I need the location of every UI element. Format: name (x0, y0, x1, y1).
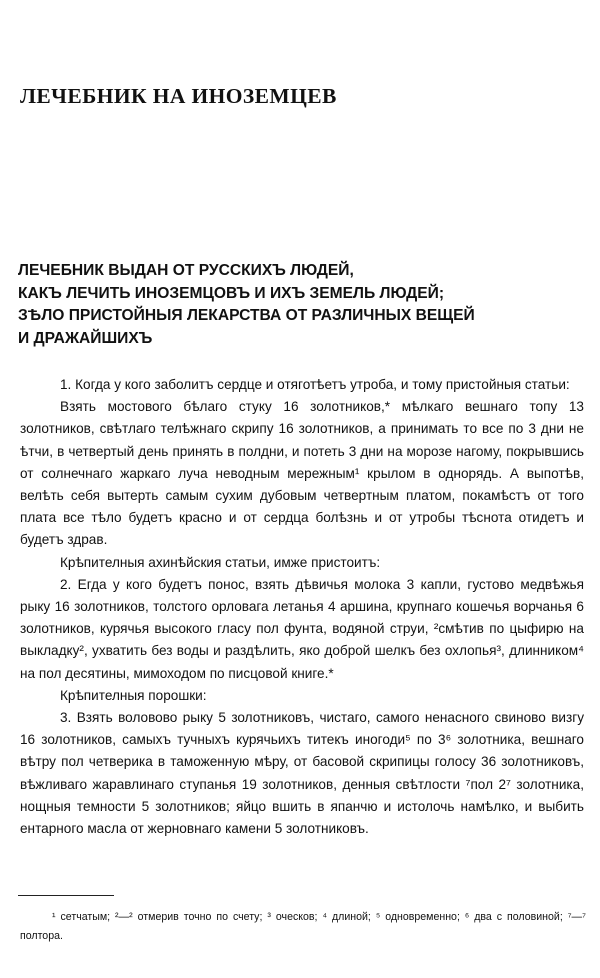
paragraph-subheading-1: Крѣпителныя ахинѣйския статьи, имже пристоитъ: (60, 554, 381, 570)
subtitle-line: И ДРАЖАЙШИХЪ (18, 329, 153, 347)
paragraph-recipe-1: Взять мостового бѣлаго стуку 16 золотников,* мѣлкаго вешнаго топу 13 золотников, свѣтлаго телѣжнаго скрипу 16 золотников, а принимать то все по 3 дни не ѣтчи, в четвертый день принять в полдни, и потеть 3 дни на морозе нагому, покрывшись от солнечнаго жаркаго луча неводным мережным¹ крылом в однорядь. А выпотѣв, велѣть себя вытерть самым сухим дубовым четвертным платом, покамѣстъ от того плата все тѣло будетъ красно и от сердца болѣзнь и от утробы тѣснота отидетъ и будетъ здрав. (20, 399, 584, 548)
body-text (20, 374, 584, 840)
paragraph-recipe-1-heading: 1. Когда у кого заболитъ сердце и отяготѣетъ утроба, и тому пристойныя статьи: (60, 377, 570, 392)
section-subtitle (18, 260, 588, 350)
paragraph-subheading-2: Крѣпителныя порошки: (60, 687, 207, 703)
footnote-text: ¹ сетчатым; ²—² отмерив точно по счету; ³ оческов; ⁴ длиной; ⁵ одновременно; ⁶ два с половиной; ⁷—⁷ полтора. (20, 911, 586, 942)
footnotes (20, 908, 586, 946)
paragraph-recipe-2: 2. Егда у кого будетъ понос, взять дѣвичья молока 3 капли, густово медвѣжья рыку 16 золотников, толстого орловага летанья 4 аршина, крупнаго кошечья ворчанья 6 золотников, курячья высокого гласу пол фунта, водяной струи, ²смѣтив по цыфирю на выкладку², ухватить без воды и раздѣлить, яко доброй шелкъ без охлопья³, длинником⁴ на пол десятины, мимоходом по писцовой книге.* (20, 576, 584, 681)
subtitle-line: ЛЕЧЕБНИК ВЫДАН ОТ РУССКИХЪ ЛЮДЕЙ, (18, 262, 354, 279)
subtitle-line: КАКЪ ЛЕЧИТЬ ИНОЗЕМЦОВЪ И ИХЪ ЗЕМЕЛЬ ЛЮДЕЙ; (18, 284, 445, 302)
subtitle-line: ЗѢЛО ПРИСТОЙНЫЯ ЛЕКАРСТВА ОТ РАЗЛИЧНЫХ ВЕЩЕЙ (18, 307, 475, 324)
chapter-title: ЛЕЧЕБНИК НА ИНОЗЕМЦЕВ (20, 84, 337, 108)
footnote-divider (18, 895, 114, 896)
paragraph-recipe-3: 3. Взять воловово рыку 5 золотниковъ, чистаго, самого ненасного свиново визгу 16 золотников, самыхъ тучныхъ курячьихъ титекъ иногоди⁵ по 3⁶ золотника, вешнаго вѣтру пол четверика в таможенную мѣру, от басовой скрипицы голосу 36 золотниковъ, вѣжливаго жаравлинаго ступанья 19 золотников, денныя свѣтлости ⁷пол 2⁷ золотника, нощныя темности 5 золотников; яйцо вшить в япанчю и истолочь намѣлко, и выбить ентарного масла от жерновнаго камени 5 золотниковъ. (20, 710, 584, 837)
